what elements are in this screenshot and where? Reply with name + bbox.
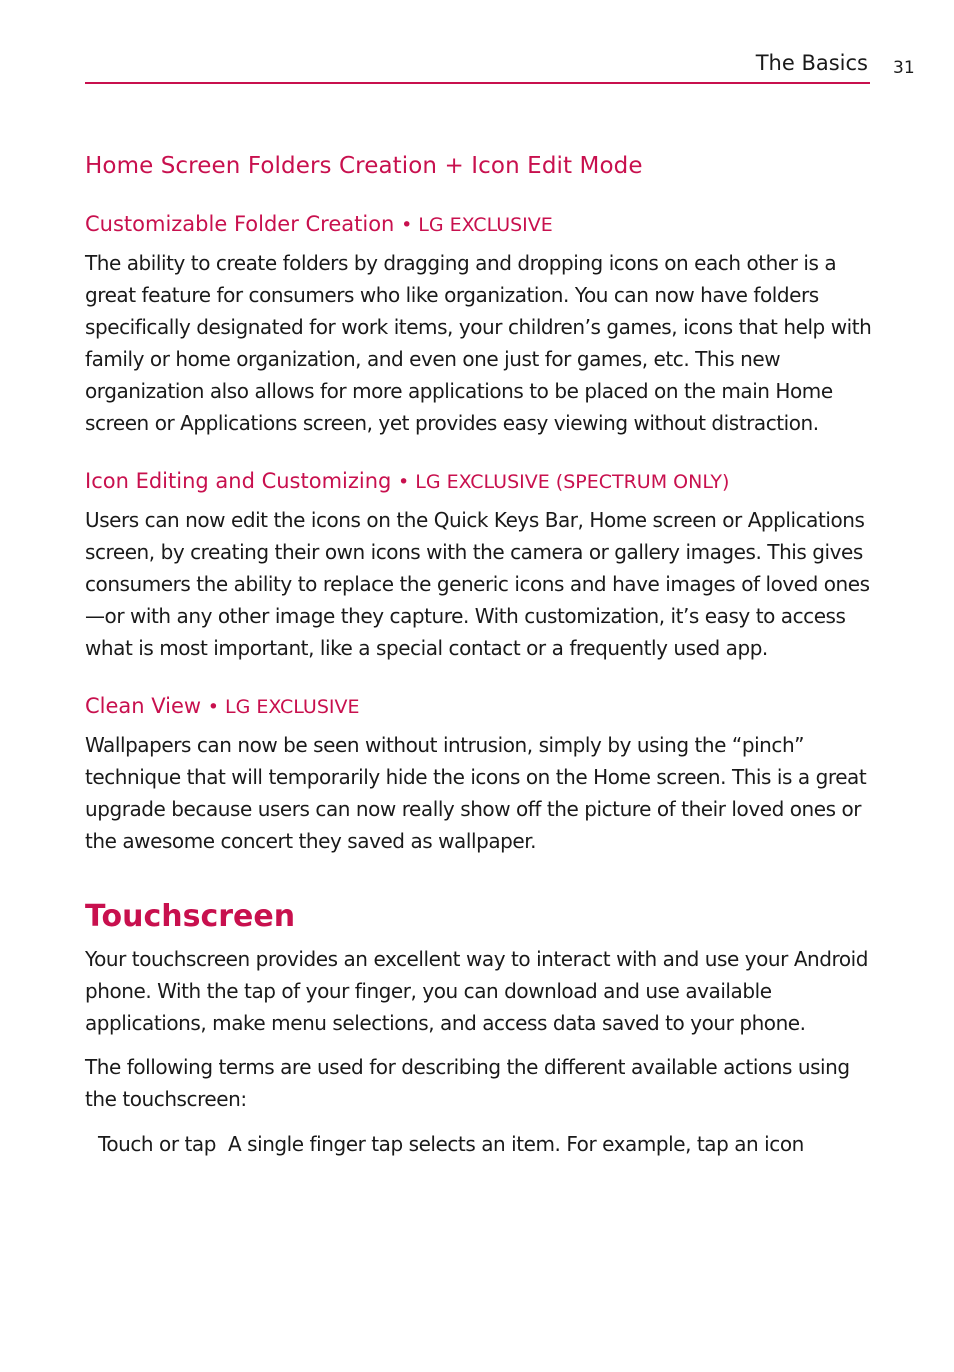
term-row-touch-or-tap (98, 1128, 875, 1160)
term-name: Touch or tap (98, 1132, 216, 1156)
customizable-folder-tag: • LG EXCLUSIVE (401, 214, 553, 236)
page-content (85, 148, 875, 1160)
icon-editing-body: Users can now edit the icons on the Quick Keys Bar, Home screen or Applications screen, by creating their own icons with the camera or gallery images. This gives consumers the ability to replace the generic icons and have images of loved ones—or with any other image they capture. With customization, it’s easy to access what is most important, like a special contact or a frequently used app. (85, 508, 870, 660)
touchscreen-intro: Your touchscreen provides an excellent way to interact with and use your Android phone. With the tap of your finger, you can download and use available applications, make menu selections, and access data saved to your phone. (85, 947, 869, 1035)
page-header (85, 50, 870, 84)
header-section-title: The Basics (755, 51, 868, 75)
touchscreen-title: Touchscreen (85, 899, 296, 934)
customizable-folder-body: The ability to create folders by dragging and dropping icons on each other is a great feature for consumers who like organization. You can now have folders specifically designated for work items, your children’s games, icons that help with family or home organization, and even one just for games, etc. This new organization also allows for more applications to be placed on the main Home screen or Applications screen, yet provides easy viewing without distraction. (85, 251, 872, 435)
customizable-folder-heading (85, 210, 875, 239)
icon-editing-heading-text: Icon Editing and Customizing (85, 469, 392, 493)
clean-view-heading-text: Clean View (85, 694, 202, 718)
page-number: 31 (893, 58, 915, 78)
clean-view-tag: • LG EXCLUSIVE (207, 696, 360, 718)
term-description: A single finger tap selects an item. For example, tap an icon (227, 1132, 804, 1156)
touchscreen-terms-intro: The following terms are used for describing the different available actions using the touchscreen: (85, 1055, 850, 1111)
folders-section-title: Home Screen Folders Creation + Icon Edit Mode (85, 153, 643, 179)
icon-editing-heading (85, 467, 875, 496)
clean-view-heading (85, 692, 875, 721)
clean-view-body: Wallpapers can now be seen without intrusion, simply by using the “pinch” technique that will temporarily hide the icons on the Home screen. This is a great upgrade because users can now really show off the picture of their loved ones or the awesome concert they saved as wallpaper. (85, 733, 867, 853)
customizable-folder-heading-text: Customizable Folder Creation (85, 212, 395, 236)
icon-editing-tag: • LG EXCLUSIVE (SPECTRUM ONLY) (398, 471, 730, 493)
